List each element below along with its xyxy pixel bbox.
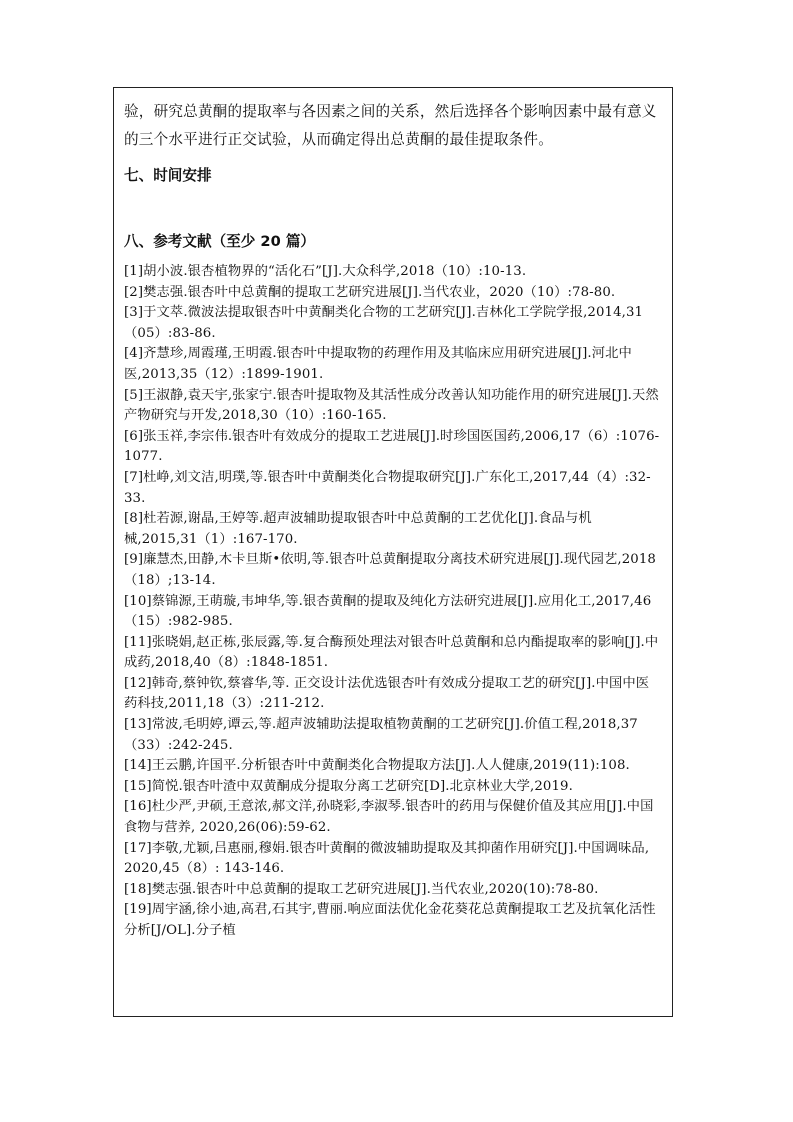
reference-list [124,262,662,942]
reference-item: [11]张晓娟,赵正栋,张辰露,等.复合酶预处理法对银杏叶总黄酮和总内酯提取率的影响[J].中成药,2018,40（8）:1848-1851. [124,634,659,671]
reference-item: [12]韩奇,蔡钟钦,蔡睿华,等. 正交设计法优选银杏叶有效成分提取工艺的研究[J].中国中医药科技,2011,18（3）:211-212. [124,675,650,712]
reference-item: [6]张玉祥,李宗伟.银杏叶有效成分的提取工艺进展[J].时珍国医国药,2006,17（6）:1076-1077. [124,428,660,465]
reference-item: [14]王云鹏,许国平.分析银杏叶中黄酮类化合物提取方法[J].人人健康,2019(11):108. [124,758,630,774]
reference-item: [5]王淑静,袁天宇,张家宁.银杏叶提取物及其活性成分改善认知功能作用的研究进展[J].天然产物研究与开发,2018,30（10）:160-165. [124,387,659,424]
reference-item: [17]李敬,尤颖,吕惠丽,穆娟.银杏叶黄酮的微波辅助提取及其抑菌作用研究[J].中国调味品, 2020,45（8）: 143-146. [124,840,650,877]
reference-item: [19]周宇涵,徐小迪,高君,石其宇,曹丽.响应面法优化金花葵花总黄酮提取工艺及抗氧化活性分析[J/OL].分子植 [124,902,656,938]
reference-item: [3]于文萃.微波法提取银杏叶中黄酮类化合物的工艺研究[J].吉林化工学院学报,2014,31（05）:83-86. [124,305,644,341]
intro-paragraph: 验，研究总黄酮的提取率与各因素之间的关系，然后选择各个影响因素中最有意义的三个水平进行正交试验，从而确定得出总黄酮的最佳提取条件。 [124,103,657,148]
reference-item: [13]常波,毛明婷,谭云,等.超声波辅助法提取植物黄酮的工艺研究[J].价值工程,2018,37（33）:242-245. [124,717,638,753]
document-content [124,98,662,942]
section-heading-schedule: 七、时间安排 [124,167,212,184]
reference-item: [7]杜峥,刘文洁,明璞,等.银杏叶中黄酮类化合物提取研究[J].广东化工,2017,44（4）:32-33. [124,469,651,506]
reference-item: [9]廉慧杰,田静,木卡旦斯•依明,等.银杏叶总黄酮提取分离技术研究进展[J].现代园艺,2018（18）;13-14. [124,552,656,588]
reference-item: [8]杜若源,谢晶,王婷等.超声波辅助提取银杏叶中总黄酮的工艺优化[J].食品与机械,2015,31（1）:167-170. [124,511,592,547]
reference-item: [2]樊志强.银杏叶中总黄酮的提取工艺研究进展[J].当代农业，2020（10）:78-80. [124,284,616,300]
reference-item: [18]樊志强.银杏叶中总黄酮的提取工艺研究进展[J].当代农业,2020(10):78-80. [124,881,599,897]
section-heading-references: 八、参考文献（至少 20 篇） [124,233,316,250]
document-frame [113,87,673,1017]
reference-item: [1]胡小波.银杏植物界的“活化石”[J].大众科学,2018（10）:10-13. [124,264,527,279]
reference-item: [15]简悦.银杏叶渣中双黄酮成分提取分离工艺研究[D].北京林业大学,2019. [124,778,573,794]
reference-item: [4]齐慧珍,周霞瑾,王明霞.银杏叶中提取物的药理作用及其临床应用研究进展[J].河北中医,2013,35（12）:1899-1901. [124,346,632,382]
reference-item: [16]杜少严,尹硕,王意浓,郝文洋,孙晓彩,李淑琴.银杏叶的药用与保健价值及其应用[J].中国食物与营养, 2020,26(06):59-62. [124,799,654,836]
reference-item: [10]蔡锦源,王萌璇,韦坤华,等.银杏黄酮的提取及纯化方法研究进展[J].应用化工,2017,46（15）:982-985. [124,593,652,630]
